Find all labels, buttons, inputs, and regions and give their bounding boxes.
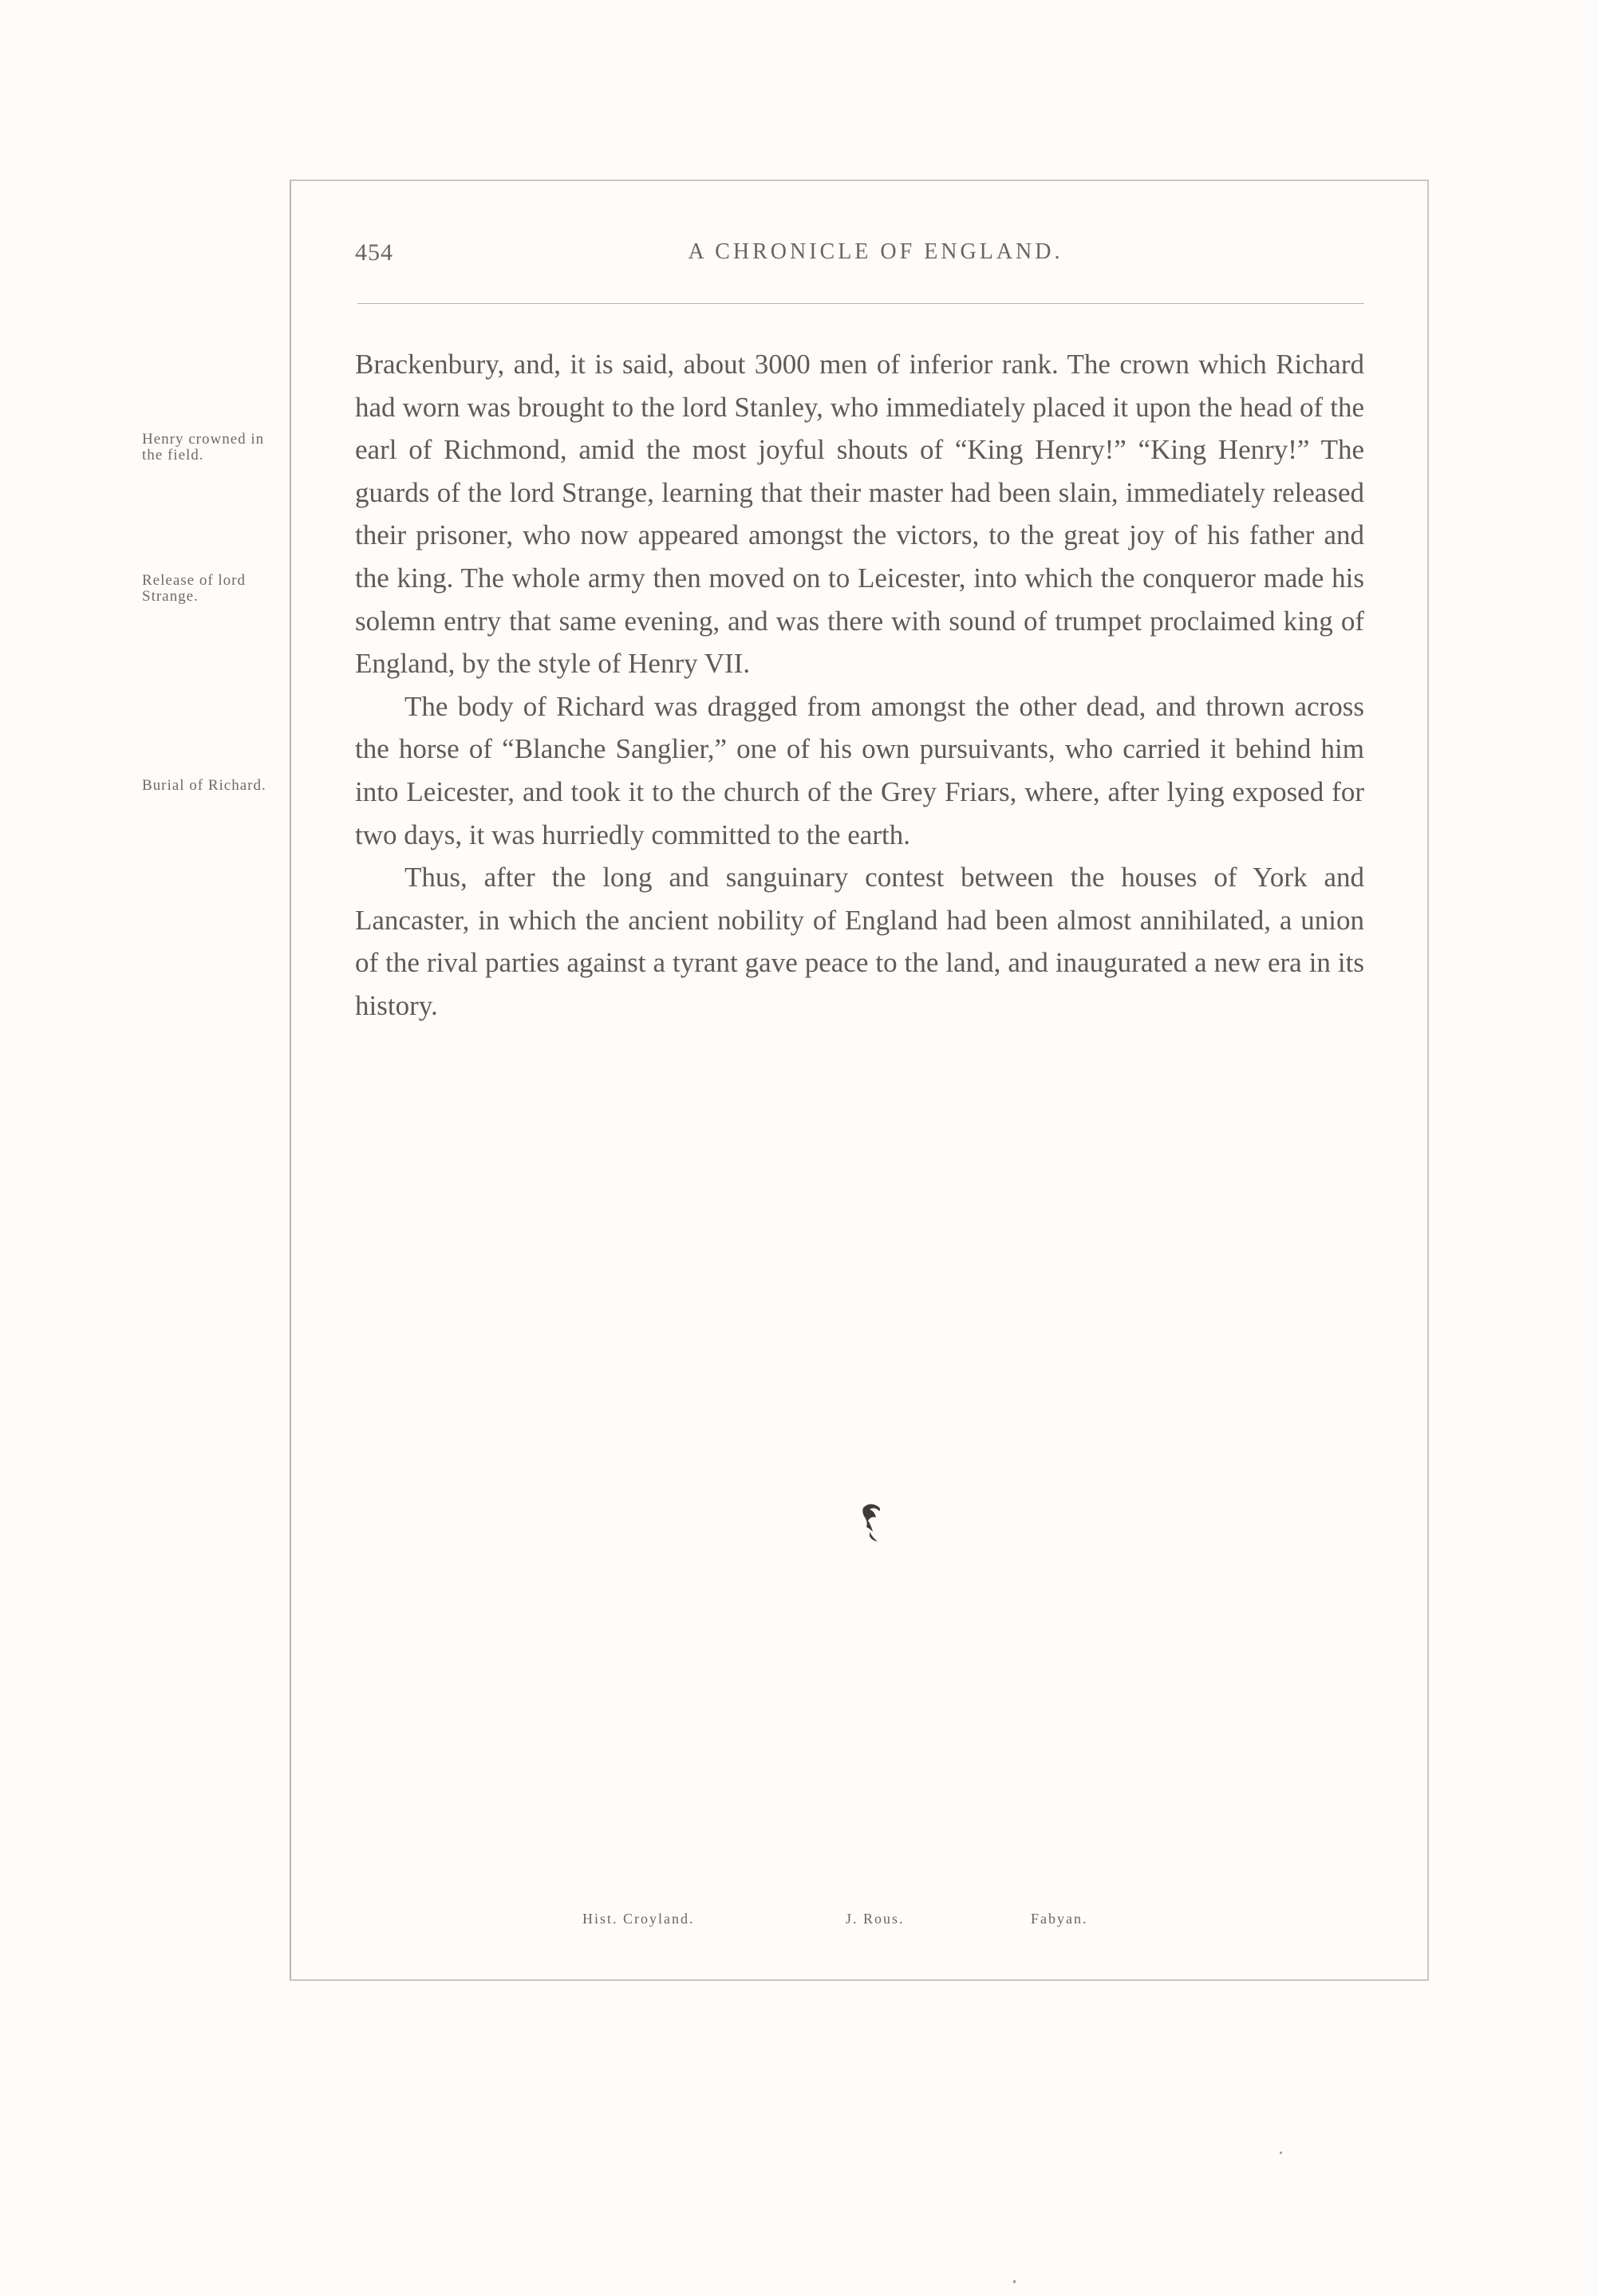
body-text — [355, 343, 1364, 1028]
footnote-source: J. Rous. — [846, 1911, 905, 1927]
margin-note-release-strange: Release of lord Strange. — [142, 572, 247, 605]
floral-tailpiece-icon — [860, 1500, 884, 1548]
paragraph: Thus, after the long and sanguinary contest between the houses of York and Lancaster, in which the ancient nobility of England had been almost annihilated, a union of the rival parties against a tyrant gave peace to the land, and inaugurated a new era in its history. — [355, 862, 1364, 1021]
margin-note-burial-richard: Burial of Richard. — [142, 777, 266, 794]
footnote-source: Hist. Croyland. — [582, 1911, 695, 1927]
paper-speck — [1013, 2280, 1016, 2283]
margin-note-henry-crowned: Henry crowned in the field. — [142, 431, 265, 464]
paragraph: The body of Richard was dragged from amongst the other dead, and thrown across the horse of “Blanche Sanglier,” one of his own pursuivants, who carried it behind him into Leicester, and took it to the church of the Grey Friars, where, after lying exposed for two days, it was hurriedly committed to the earth. — [355, 690, 1364, 850]
running-title: A CHRONICLE OF ENGLAND. — [688, 239, 1063, 264]
page-number: 454 — [355, 239, 393, 266]
paper-speck — [1280, 2152, 1282, 2154]
header-rule — [357, 303, 1364, 304]
paragraph: Brackenbury, and, it is said, about 3000 men of inferior rank. The crown which Richard had worn was brought to the lord Stanley, who immediately placed it upon the head of the earl of Richmond, amid the most joyful shouts of “King Henry!” “King Henry!” The guards of the lord Strange, learning that their master had been slain, immediately released their prisoner, who now appeared amongst the victors, to the great joy of his father and the king. The whole army then moved on to Leicester, into which the conqueror made his solemn entry that same evening, and was there with sound of trumpet proclaimed king of England, by the style of Henry VII. — [355, 349, 1364, 680]
page-header — [355, 239, 1364, 271]
footnote-source: Fabyan. — [1031, 1911, 1088, 1927]
